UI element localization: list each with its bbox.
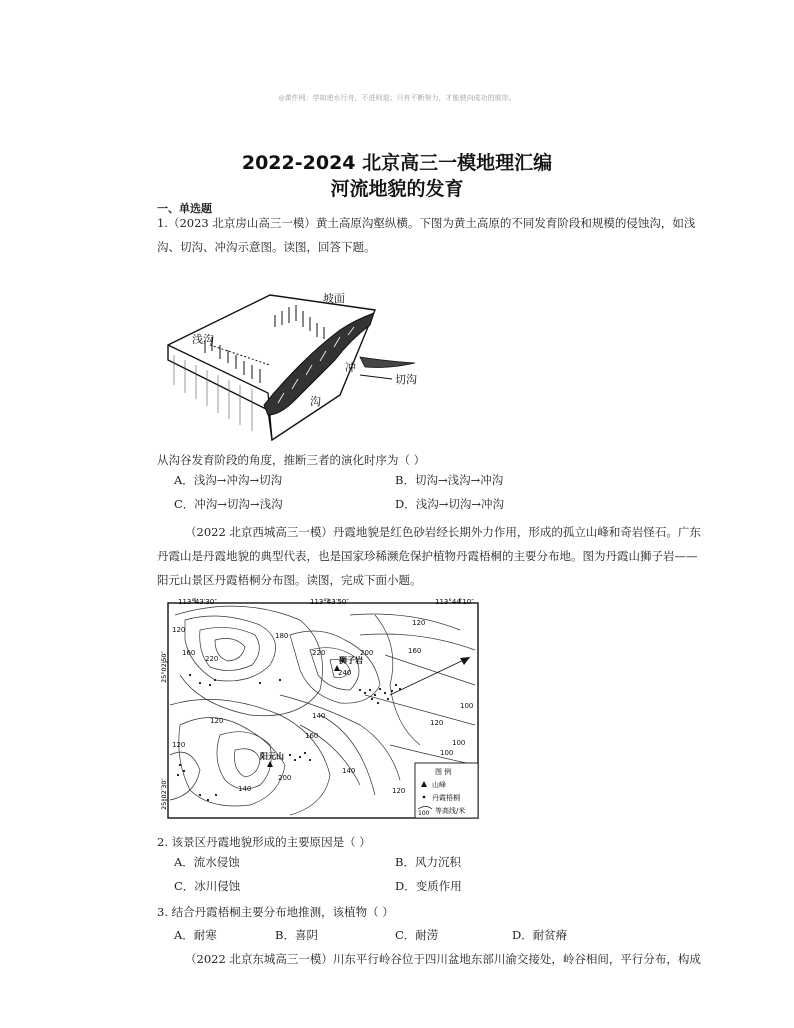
contour-label: 100: [452, 739, 466, 747]
q1-stem: [157, 211, 717, 235]
q1-option-a[interactable]: A．浅沟→冲沟→切沟: [174, 473, 283, 487]
legend-tree: 丹霞梧桐: [432, 794, 460, 802]
q1-stem-line1: （2023 北京房山高三一模）黄土高原沟壑纵横。下图为黄土高原的不同发育阶段和规模的侵蚀沟，如浅: [167, 216, 696, 230]
passage2-line1: （2022 北京西城高三一模）丹霞地貌是红色砂岩经长期外力作用，形成的孤立山峰和奇岩怪石。广东: [185, 525, 701, 539]
contour-label: 160: [305, 732, 319, 740]
page-motto: ◎课件网：学如逆水行舟，不进则退；只有不断努力，才能驶向成功的彼岸。: [278, 94, 516, 102]
place-shiziyan-elev: 240: [338, 669, 352, 677]
contour-label: 100: [440, 749, 454, 757]
contour-label: 180: [275, 632, 289, 640]
contour-label: 120: [210, 717, 224, 725]
q3-option-c[interactable]: C．耐涝: [395, 928, 439, 942]
contour-label: 160: [182, 649, 196, 657]
lon-label-2: 113°43′50″: [310, 598, 349, 606]
q1-option-b[interactable]: B．切沟→浅沟→冲沟: [395, 473, 504, 487]
q2-option-c[interactable]: C．冰川侵蚀: [174, 879, 241, 893]
contour-label: 220: [205, 655, 219, 663]
contour-label: 120: [172, 626, 186, 634]
gully-diagram: [160, 265, 430, 445]
legend-title: 图 例: [435, 768, 452, 776]
q2-option-d[interactable]: D．变质作用: [395, 879, 462, 893]
passage2-line2: 丹霞山是丹霞地貌的典型代表，也是国家珍稀濒危保护植物丹霞梧桐的主要分布地。图为丹霞山狮子岩——: [157, 549, 698, 563]
contour-label: 140: [342, 767, 356, 775]
lon-label-3: 113°44′10″: [435, 598, 474, 606]
label-gou: 沟: [310, 395, 321, 408]
q3-option-b[interactable]: B．喜阴: [275, 928, 318, 942]
q2-stem: 2. 该景区丹霞地貌形成的主要原因是（ ）: [157, 835, 371, 849]
q2-option-b[interactable]: B．风力沉积: [395, 855, 461, 869]
contour-label: 200: [360, 649, 374, 657]
contour-label: 140: [312, 712, 326, 720]
passage2-line3: 阳元山景区丹霞梧桐分布图。读图，完成下面小题。: [157, 573, 422, 587]
contour-label: 100: [460, 702, 474, 710]
contour-label: 120: [392, 787, 406, 795]
contour-label: 140: [238, 785, 252, 793]
q1-question: 从沟谷发育阶段的角度，推断三者的演化时序为（ ）: [157, 453, 426, 467]
contour-label: 200: [278, 774, 292, 782]
legend-contour: 等高线/米: [435, 807, 466, 815]
place-yangyuanshan: 阳元山: [260, 752, 284, 761]
label-shallow-gully: 浅沟: [192, 333, 214, 346]
passage3-line1: （2022 北京东城高三一模）川东平行岭谷位于四川盆地东部川渝交接处，岭谷相间，平行分布，构成: [185, 952, 701, 966]
section-heading: 一、单选题: [157, 202, 212, 215]
label-slope: 坡面: [323, 292, 345, 305]
contour-label: 120: [172, 741, 186, 749]
lat-label-1: 25°02′50″: [160, 651, 168, 683]
contour-label: 120: [430, 719, 444, 727]
page-subtitle: 河流地貌的发育: [330, 178, 464, 200]
legend-tree-icon: [423, 796, 426, 799]
q3-option-a[interactable]: A．耐寒: [174, 928, 217, 942]
q1-option-c[interactable]: C．冲沟→切沟→浅沟: [174, 497, 283, 511]
page-title: 2022-2024 北京高三一模地理汇编: [241, 152, 553, 174]
q1-option-d[interactable]: D．浅沟→切沟→冲沟: [395, 497, 504, 511]
q1-number: 1.: [157, 216, 168, 230]
q3-option-d[interactable]: D．耐贫瘠: [512, 928, 568, 942]
label-cut-gully: 切沟: [395, 373, 417, 386]
label-chong: 冲: [345, 361, 356, 374]
legend-peak: 山峰: [432, 781, 446, 789]
lon-label-1: 113°43′30″: [178, 598, 217, 606]
danxia-topo-map: [160, 595, 485, 825]
q2-option-a[interactable]: A．流水侵蚀: [174, 855, 240, 869]
lat-label-2: 25°02′30″: [160, 778, 168, 810]
place-shiziyan: 狮子岩: [339, 656, 363, 665]
q3-stem: 3. 结合丹霞梧桐主要分布地推测，该植物（ ）: [157, 905, 394, 919]
legend-contour-value: 100: [418, 810, 430, 817]
contour-label: 160: [408, 647, 422, 655]
contour-label: 120: [412, 619, 426, 627]
q1-stem-line2: 沟、切沟、冲沟示意图。读图，回答下题。: [157, 240, 376, 254]
contour-label: 220: [312, 649, 326, 657]
